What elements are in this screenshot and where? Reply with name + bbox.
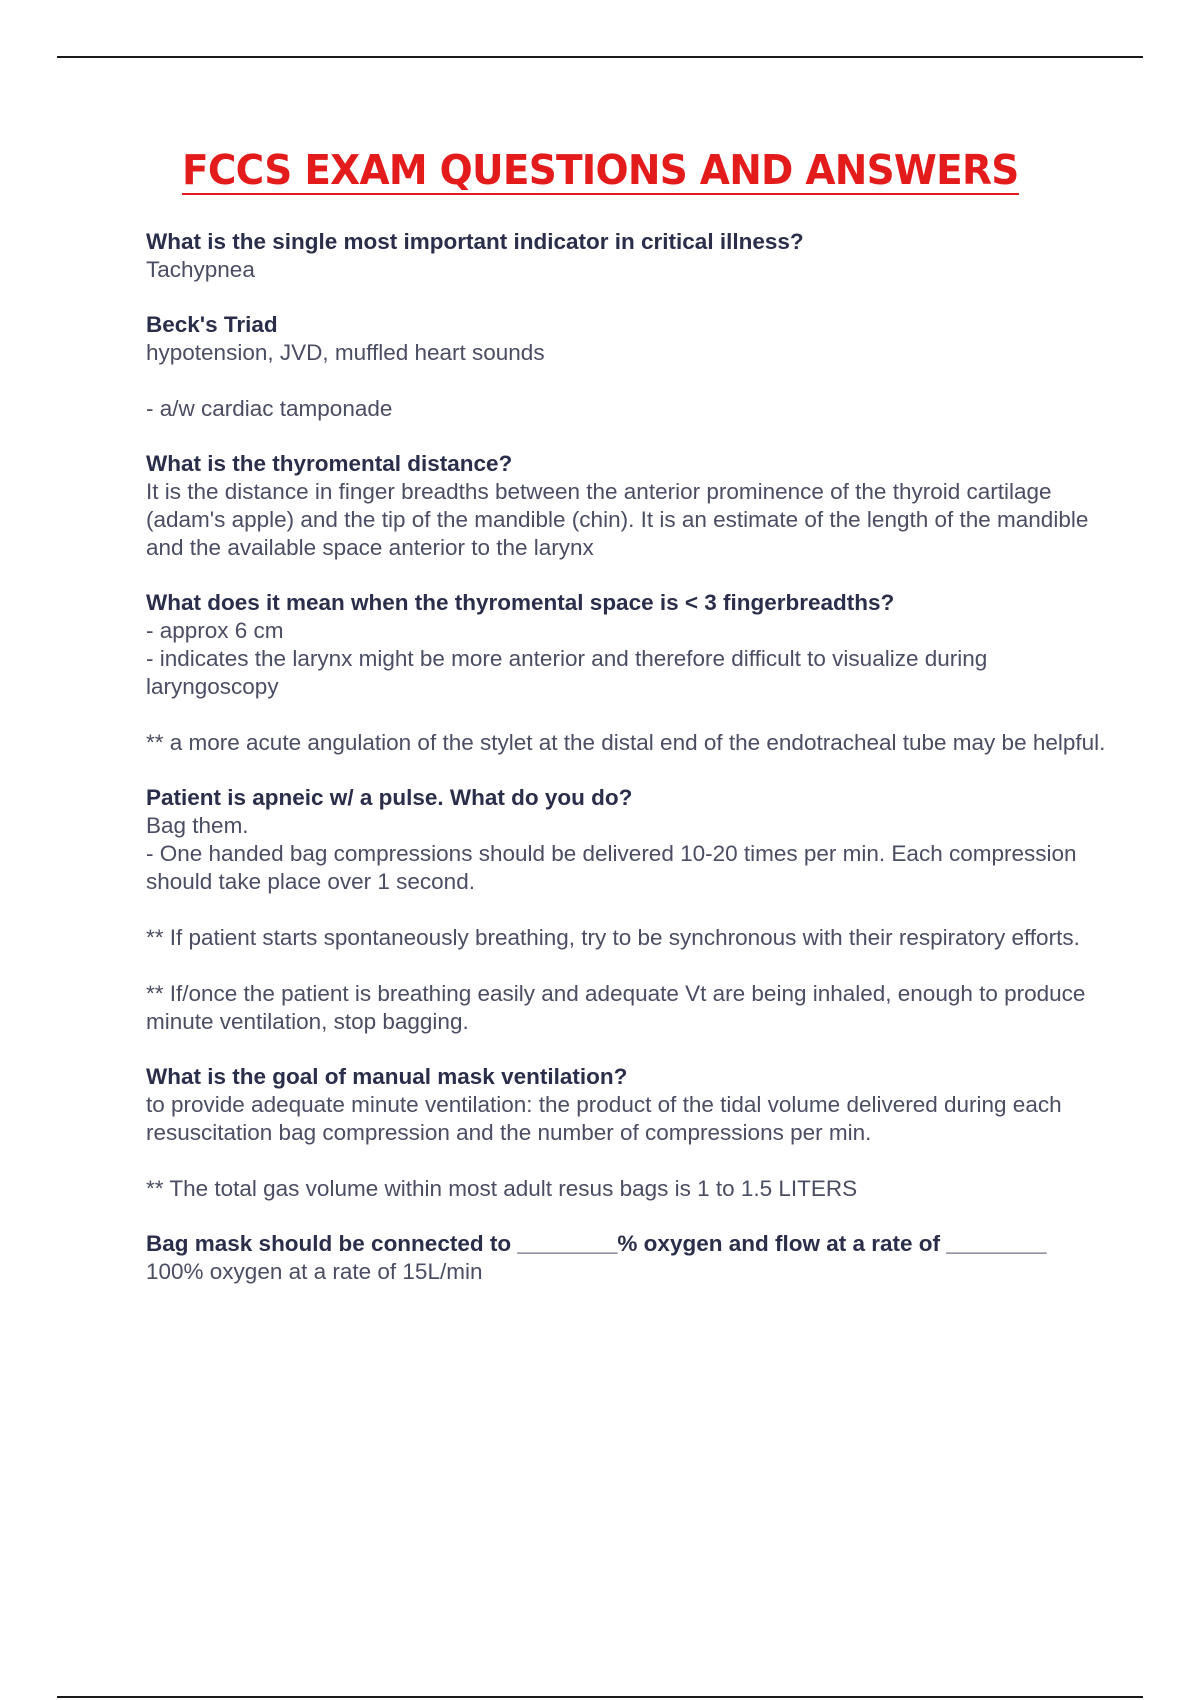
qa-item: [146, 311, 1106, 423]
note-text: - a/w cardiac tamponade: [146, 396, 393, 421]
answer-text: 100% oxygen at a rate of 15L/min: [146, 1259, 483, 1284]
qa-item: [146, 450, 1106, 562]
answer-text: - One handed bag compressions should be delivered 10-20 times per min. Each compression should take place over 1 second.: [146, 841, 1077, 894]
answer-text: hypotension, JVD, muffled heart sounds: [146, 340, 545, 365]
question-text: Bag mask should be connected to ________% oxygen and flow at a rate of ________: [146, 1231, 1047, 1256]
qa-item: [146, 228, 1106, 284]
answer-text: to provide adequate minute ventilation: the product of the tidal volume delivered during each resuscitation bag compression and the number of compressions per min.: [146, 1092, 1062, 1145]
qa-item: [146, 589, 1106, 757]
title-block: [0, 148, 1200, 195]
question-text: What is the single most important indicator in critical illness?: [146, 229, 804, 254]
spacer: [146, 701, 1106, 729]
spacer: [146, 1147, 1106, 1175]
question-text: What is the thyromental distance?: [146, 451, 513, 476]
answer-text: It is the distance in finger breadths between the anterior prominence of the thyroid cartilage (adam's apple) and the tip of the mandible (chin). It is an estimate of the length of the mandible and the available space anterior to the larynx: [146, 479, 1089, 560]
top-rule: [57, 56, 1143, 58]
note-text: ** If/once the patient is breathing easily and adequate Vt are being inhaled, enough to produce minute ventilation, stop bagging.: [146, 981, 1086, 1034]
spacer: [146, 896, 1106, 924]
qa-list: [146, 228, 1106, 1313]
note-text: ** If patient starts spontaneously breathing, try to be synchronous with their respiratory efforts.: [146, 925, 1080, 950]
question-text: What is the goal of manual mask ventilation?: [146, 1064, 628, 1089]
answer-text: - indicates the larynx might be more anterior and therefore difficult to visualize during laryngoscopy: [146, 646, 988, 699]
spacer: [146, 952, 1106, 980]
qa-item: [146, 784, 1106, 1036]
qa-item: [146, 1063, 1106, 1203]
note-text: ** a more acute angulation of the stylet at the distal end of the endotracheal tube may be helpful.: [146, 730, 1106, 755]
spacer: [146, 367, 1106, 395]
answer-text: - approx 6 cm: [146, 618, 284, 643]
question-text: What does it mean when the thyromental space is < 3 fingerbreadths?: [146, 590, 895, 615]
note-text: ** The total gas volume within most adult resus bags is 1 to 1.5 LITERS: [146, 1176, 858, 1201]
qa-item: [146, 1230, 1106, 1286]
bottom-rule: [57, 1696, 1143, 1698]
answer-text: Tachypnea: [146, 257, 255, 282]
answer-text: Bag them.: [146, 813, 249, 838]
document-title: FCCS EXAM QUESTIONS AND ANSWERS: [181, 146, 1019, 194]
question-text: Beck's Triad: [146, 312, 278, 337]
question-text: Patient is apneic w/ a pulse. What do you do?: [146, 785, 633, 810]
